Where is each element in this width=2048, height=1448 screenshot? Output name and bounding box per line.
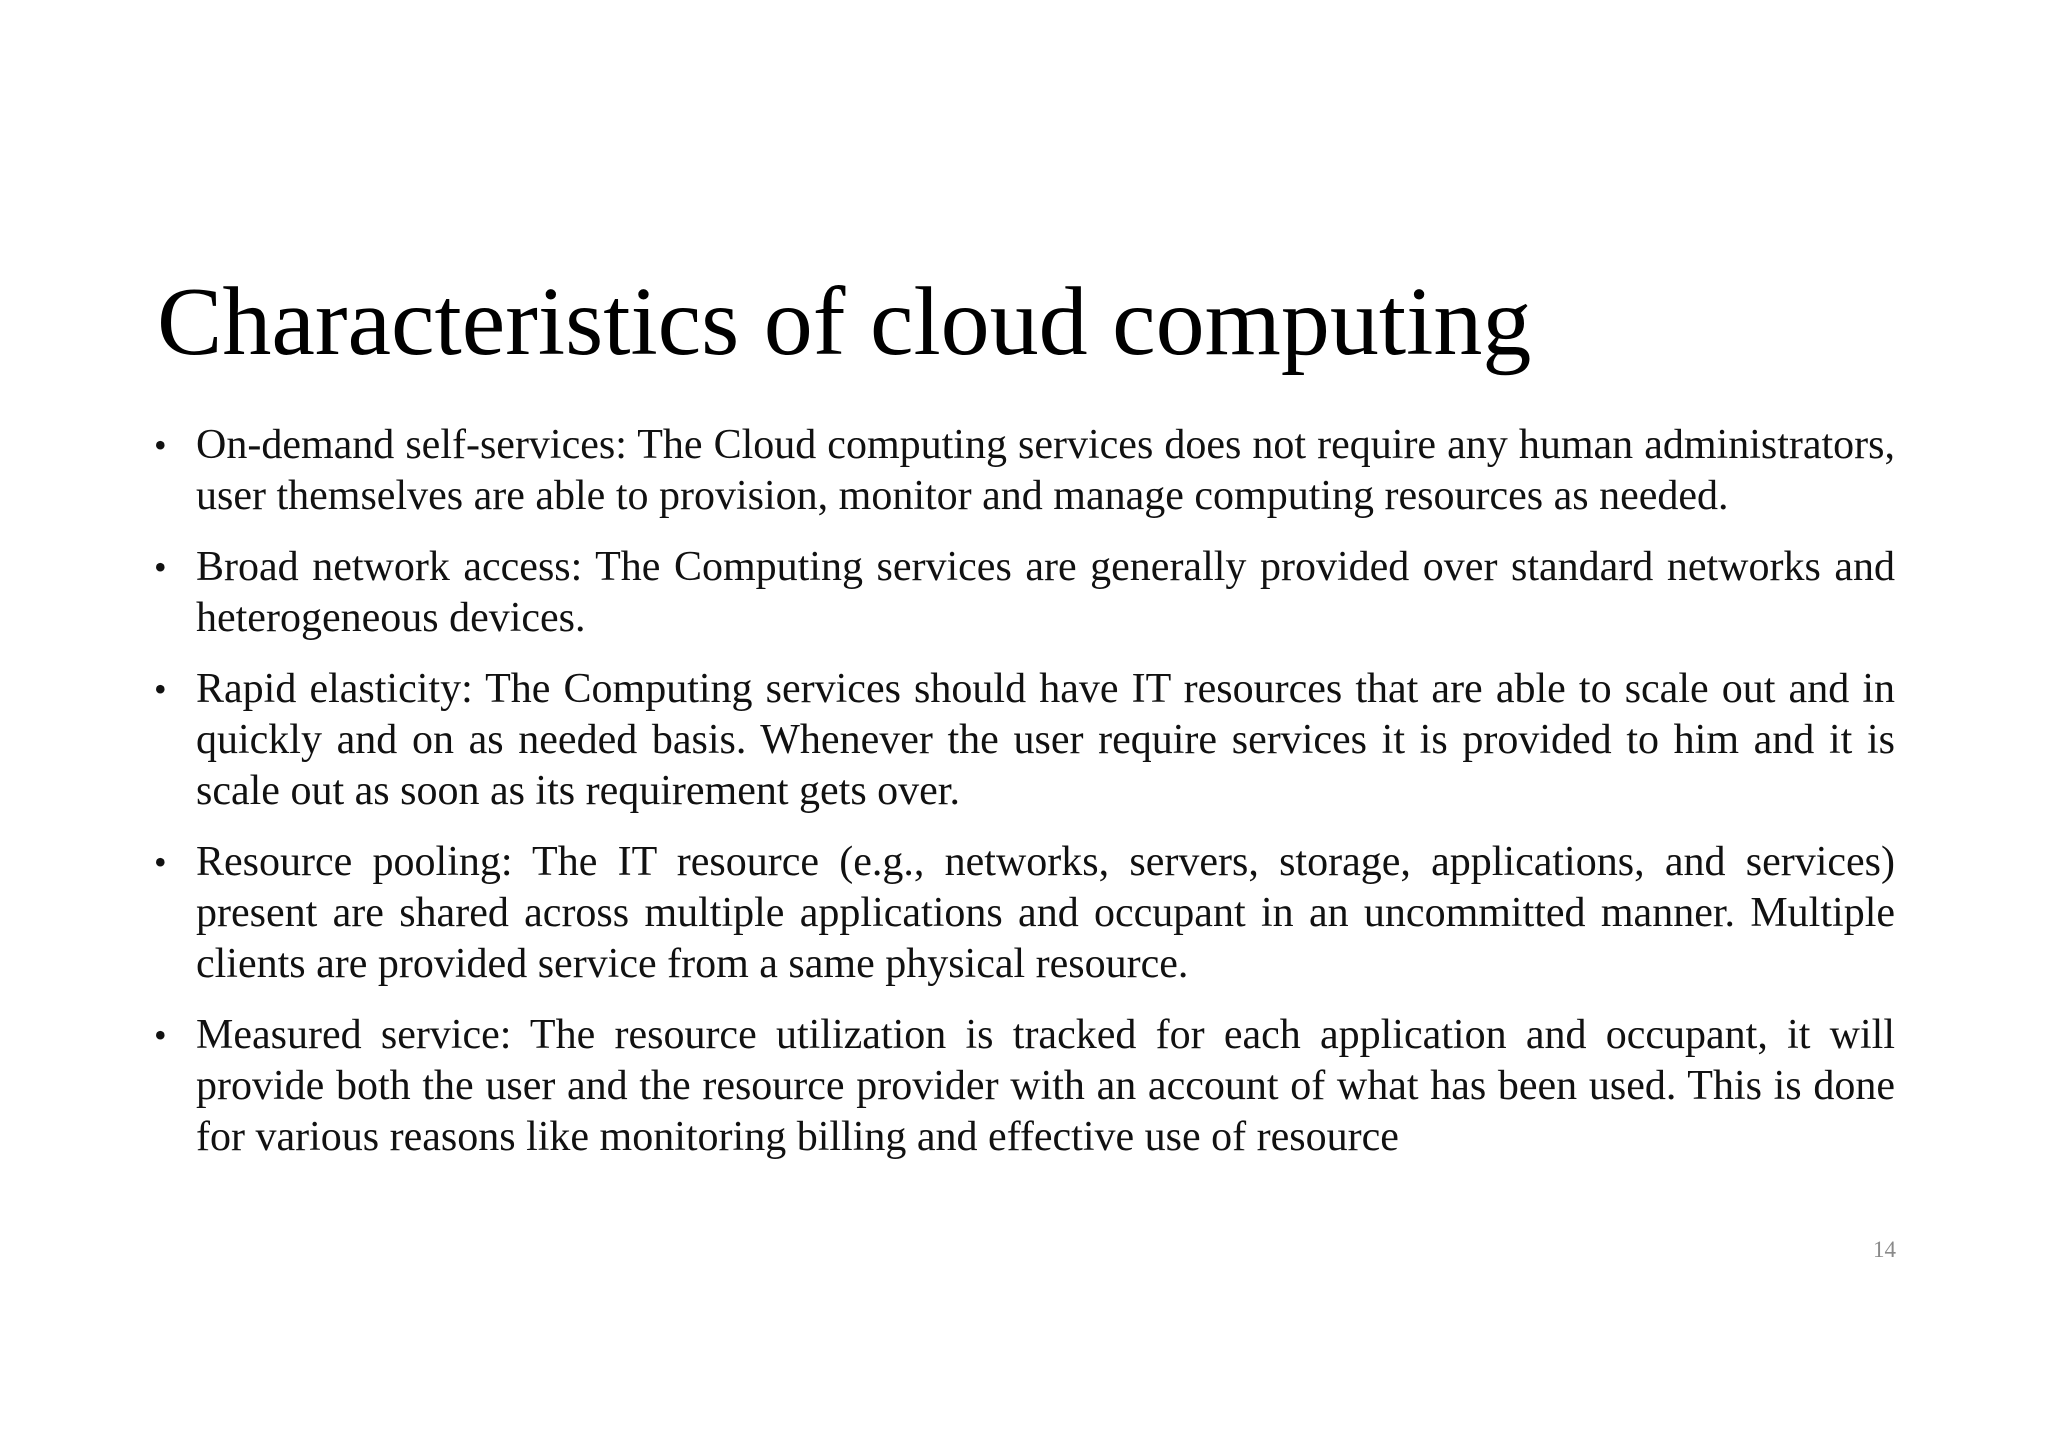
bullet-text: Rapid elasticity: The Computing services should have IT resources that are able to scale out and in quickly and on as needed basis. Whenever the user require services it is provided to him and it is scale out as soon as its requirement gets over. [196, 666, 1895, 814]
bullet-icon: • [154, 1015, 167, 1055]
slide-title: Characteristics of cloud computing [157, 268, 1532, 376]
bullet-item-broad-network [150, 542, 1895, 644]
page-number: 14 [1873, 1237, 1896, 1262]
bullet-icon: • [154, 425, 167, 465]
bullet-icon: • [154, 547, 167, 587]
bullet-icon: • [154, 669, 167, 709]
bullet-text: Measured service: The resource utilization is tracked for each application and occupant, it will provide both the user and the resource provider with an account of what has been used. This is done for various reasons like monitoring billing and effective use of resource [196, 1012, 1895, 1160]
bullet-text: Broad network access: The Computing services are generally provided over standard networks and heterogeneous devices. [196, 544, 1895, 641]
bullet-item-on-demand [150, 420, 1895, 522]
bullet-item-measured-service [150, 1010, 1895, 1163]
bullet-list [150, 420, 1895, 1183]
bullet-text: On-demand self-services: The Cloud computing services does not require any human administrators, user themselves are able to provision, monitor and manage computing resources as needed. [196, 422, 1895, 519]
bullet-item-resource-pooling [150, 837, 1895, 990]
bullet-icon: • [154, 842, 167, 882]
bullet-item-rapid-elasticity [150, 664, 1895, 817]
bullet-text: Resource pooling: The IT resource (e.g., networks, servers, storage, applications, and services) present are shared across multiple applications and occupant in an uncommitted manner. Multiple clients are provided service from a same physical resource. [196, 839, 1895, 987]
